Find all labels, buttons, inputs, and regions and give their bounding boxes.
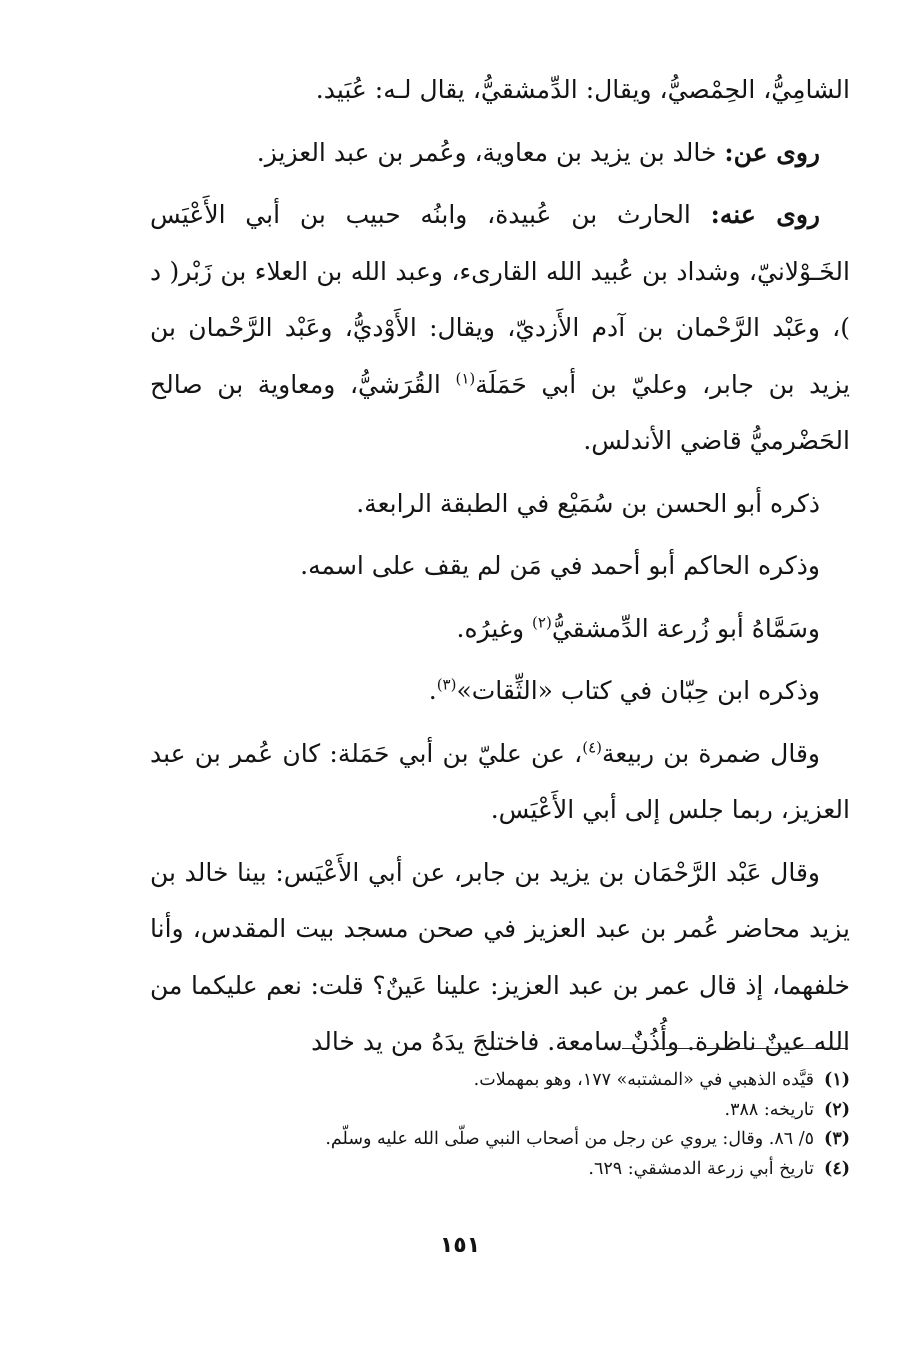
paragraph-3-text-b: القُرَشيُّ، ومعاوية بن صالح الحَضْرميُّ قاضي الأندلس. — [150, 369, 850, 455]
paragraph-8-text-a: وقال ضمرة بن ربيعة — [601, 738, 820, 768]
footnote-number: (٤) — [824, 1158, 850, 1179]
footnote-ref-2: (٢) — [532, 613, 552, 632]
footnote-divider — [622, 1048, 848, 1049]
footnote-2 — [150, 1096, 850, 1126]
footnote-number: (٣) — [824, 1129, 850, 1149]
page-number: ١٥١ — [439, 1233, 481, 1258]
paragraph-5: وذكره الحاكم أبو أحمد في مَن لم يقف على اسمه. — [300, 551, 820, 580]
narrated-from-label: روى عن: — [724, 137, 820, 167]
paragraph-7-text-b: . — [428, 676, 437, 705]
paragraph-9: وقال عَبْد الرَّحْمَان بن يزيد بن جابر، عن أبي الأَعْيَس: بينا خالد بن يزيد محاضر عُمر بن عبد العزيز في صحن مسجد بيت المقدس، وأنا خلفهما، إذ قال عمر بن عبد العزيز: علينا عَينٌ؟ قلت: نعم عليكما من الله عينٌ ناظرة. وأُذُنٌ سامعة. فاختلجَ يدَهُ من يد خالد — [150, 857, 850, 1056]
footnote-number: (١) — [824, 1070, 850, 1090]
paragraph-8-text-b: ، عن عليّ بن أبي حَمَلة: كان عُمر بن عبد العزيز، ربما جلس إلى أبي الأَعْيَس. — [150, 738, 850, 824]
footnote-4 — [150, 1155, 850, 1185]
narrated-by-label: روى عنه: — [710, 200, 820, 229]
paragraph-7-text-a: وذكره ابن حِبّان في كتاب «الثِّقات» — [456, 676, 820, 705]
paragraph-1: الشامِيُّ، الحِمْصيُّ، ويقال: الدِّمشقيُّ، يقال لـه: عُبَيد. — [315, 75, 850, 104]
footnote-text: ٥/ ٨٦. وقال: يروي عن رجل من أصحاب النبي صلّى الله عليه وسلّم. — [325, 1129, 814, 1149]
footnotes — [150, 1066, 850, 1184]
main-text — [150, 62, 850, 1077]
footnote-ref-4: (٤) — [582, 738, 602, 757]
footnote-text: تاريخ أبي زرعة الدمشقي: ٦٢٩. — [588, 1158, 814, 1179]
paragraph-3-text-a: الحارث بن عُبيدة، وابنُه حبيب بن أبي الأَعْيَس الخَـوْلانيّ، وشداد بن عُبيد الله القارىء، وعبد الله بن العلاء بن زَبْر( د )، وعَبْد الرَّحْمان بن آدم الأَزديّ، ويقال: الأَوْديُّ، وعَبْد الرَّحْمان بن يزيد بن جابر، وعليّ بن أبي حَمَلَة — [150, 200, 850, 399]
footnote-number: (٢) — [824, 1099, 850, 1120]
paragraph-6-text-b: وغيرُه. — [456, 613, 533, 643]
footnote-ref-3: (٣) — [436, 675, 457, 694]
footnote-ref-1: (١) — [455, 369, 476, 388]
footnote-3 — [150, 1125, 850, 1155]
paragraph-3 — [150, 187, 850, 470]
footnote-1 — [150, 1066, 850, 1096]
footnote-text: قيَّده الذهبي في «المشتبه» ١٧٧، وهو بمهملات. — [473, 1070, 814, 1090]
paragraph-2 — [150, 125, 850, 182]
paragraph-8 — [150, 726, 850, 839]
paragraph-4: ذكره أبو الحسن بن سُمَيْع في الطبقة الرابعة. — [356, 488, 820, 518]
paragraph-2-text: خالد بن يزيد بن معاوية، وعُمر بن عبد العزيز. — [256, 137, 725, 167]
paragraph-6 — [150, 601, 850, 658]
footnote-text: تاريخه: ٣٨٨. — [724, 1099, 814, 1120]
paragraph-7 — [150, 663, 850, 720]
paragraph-6-text-a: وسَمَّاهُ أبو زُرعة الدِّمشقيُّ — [551, 613, 820, 643]
